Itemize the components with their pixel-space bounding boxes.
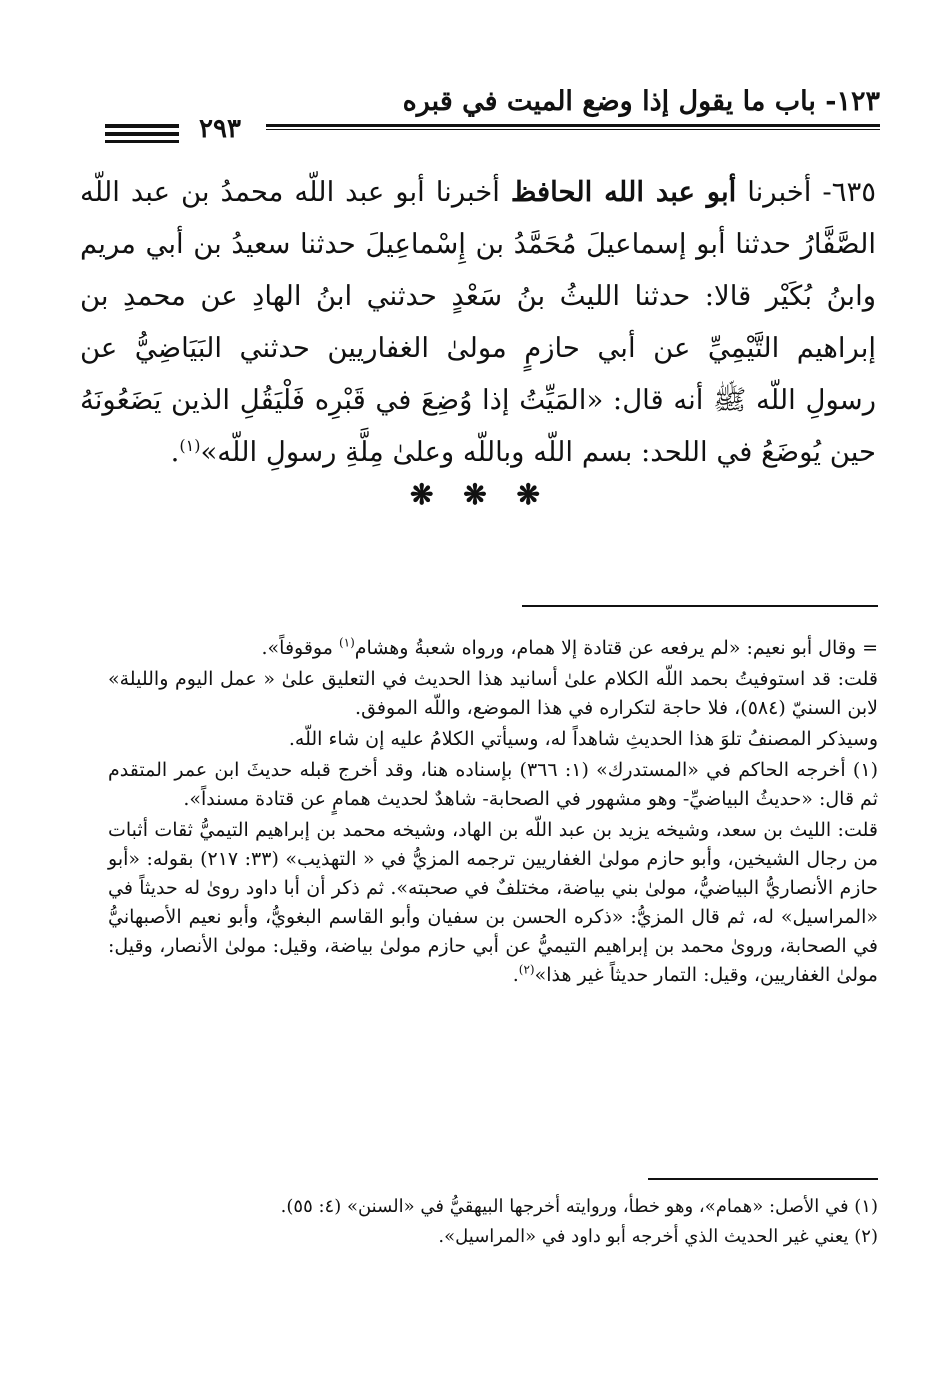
footnote-1: (١) أخرجه الحاكم في «المستدرك» (١: ٣٦٦) بإسناده هنا، وقد أخرج قبله حديثَ ابن عمر المتقدم ثم قال: «حديثُ البياضيِّ- وهو مشهور في الصحابة- شاهدٌ لحديث همامٍ عن قتادة مسنداً». [108,759,878,810]
header-left-rule [105,132,179,136]
footnote-ref: (١) [338,635,355,650]
hadith-text [80,166,876,478]
note-text: موقوفاً». [261,637,339,659]
chapter-title: ١٢٣- باب ما يقول إذا وضع الميت في قبره [402,86,880,117]
note-text: . [512,964,519,986]
hadith-number: ٦٣٥- أخبرنا [736,176,876,208]
notes-section [108,634,878,992]
footnote-1: (١) في الأصل: «همام»، وهو خطأ، وروايته أخرجها البيهقيُّ في «السنن» (٤: ٥٥). [280,1196,878,1217]
footnote-rule [522,605,878,607]
note-paragraph [108,816,878,990]
footnote-ref: (١) [179,435,201,455]
hadith-end: . [170,436,180,468]
footnote-ref: (٢) [518,962,535,977]
footnote-2: (٢) يعني غير الحديث الذي أخرجه أبو داود في «المراسيل». [438,1226,878,1247]
footnotes-section [108,1192,878,1252]
narrator-name: أبو عبد الله الحافظ [510,176,737,208]
note-paragraph: قلت: قد استوفيتُ بحمد اللّه الكلام علىٰ أسانيد هذا الحديث في التعليق علىٰ « عمل اليوم والليلة» لابن السنيّ (٥٨٤)، فلا حاجة لتكراره في هذا الموضع، واللّه الموفق. [108,668,878,719]
section-separator: ❋ ❋ ❋ [410,478,550,511]
hadith-body: أخبرنا أبو عبد اللّه محمدُ بن عبد اللّه الصَّفَّارُ حدثنا أبو إسماعيلَ مُحَمَّدُ بن إِسْماعِيلَ حدثنا سعيدُ بن أبي مريم وابنُ بُكَيْر قالا: حدثنا الليثُ بنُ سَعْدٍ حدثني ابنُ الهادِ عن محمدِ بن إبراهيم التَّيْمِيِّ عن أبي حازمٍ مولىٰ الغفاريين حدثني البَيَاضِيُّ عن رسولِ اللّه ﷺ أنه قال: «المَيِّتُ إذا وُضِعَ في قَبْرِه فَلْيَقُلِ الذين يَضَعُونَهُ حين يُوضَعُ في اللحد: بسم اللّه وباللّه وعلىٰ مِلَّةِ رسولِ اللّه» [80,176,876,468]
note-text: قلت: الليث بن سعد، وشيخه يزيد بن عبد اللّه بن الهاد، وشيخه محمد بن إبراهيم التيميُّ ثقات أثبات من رجال الشيخين، وأبو حازم مولىٰ الغفاريين ترجمه المزيُّ في « التهذيب» (٣٣: ٢١٧) بقوله: «أبو حازم الأنصاريُّ البياضيُّ، مولىٰ بني بياضة، مختلفٌ في صحبته». ثم ذكر أن أبا داود روىٰ له حديثاً في «المراسيل» له، ثم قال المزيُّ: «ذكره الحسن بن سفيان وأبو القاسم البغويُّ، وأبو نعيم الأصبهانيُّ في الصحابة، وروىٰ محمد بن إبراهيم التيميُّ عن أبي حازم مولىٰ بياضة، وقيل: مولىٰ الأنصار، وقيل: مولىٰ الغفاريين، وقيل: التمار حديثاً غير هذا» [108,819,879,986]
footnote-rule [648,1178,878,1180]
note-paragraph [108,634,878,663]
page-number: ٢٩٣ [185,114,255,144]
note-paragraph: وسيذكر المصنفُ تلوَ هذا الحديثِ شاهداً له، وسيأتي الكلامُ عليه إن شاء اللّه. [288,728,878,750]
header-left-rule [105,140,179,143]
header-rule [266,124,880,130]
header-left-rule [105,124,179,128]
note-text: = وقال أبو نعيم: «لم يرفعه عن قتادة إلا همام، ورواه شعبةُ وهشام [354,637,878,659]
